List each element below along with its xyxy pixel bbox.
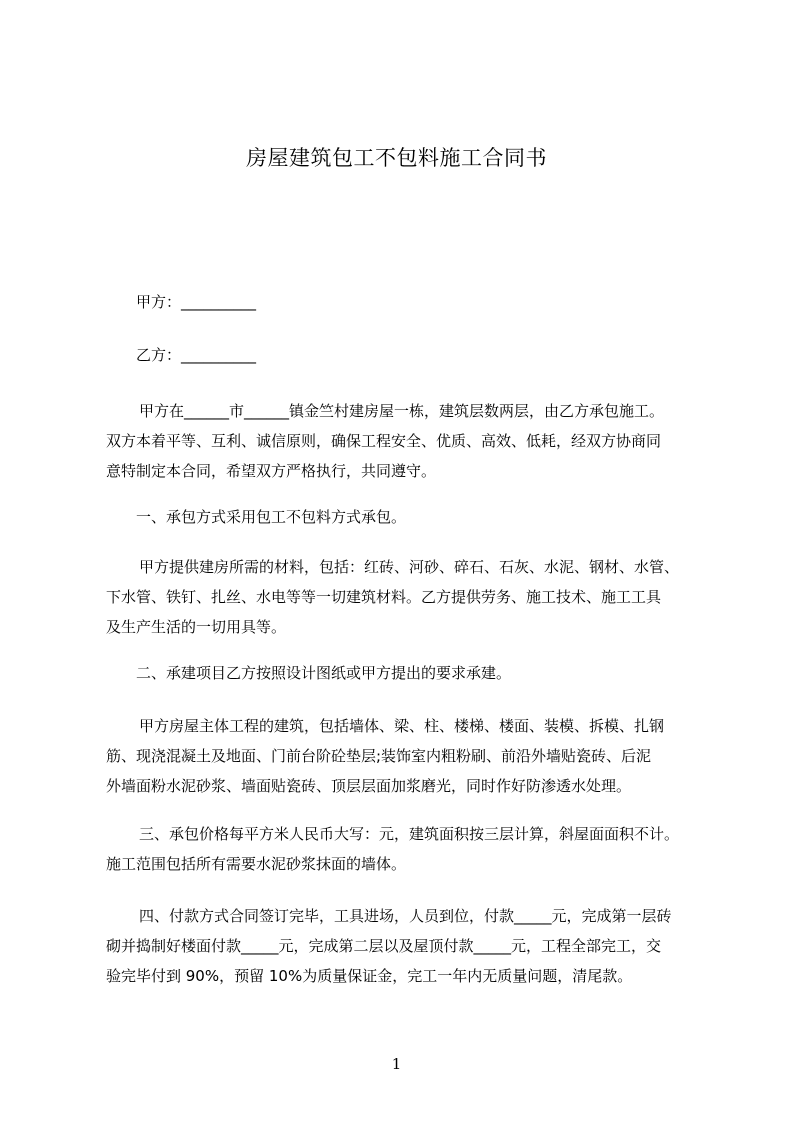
party-a-line: 甲方：__________ xyxy=(136,293,257,311)
section1-line: 及生产生活的一切用具等。 xyxy=(106,618,287,636)
intro-line: 双方本着平等、互利、诚信原则，确保工程安全、优质、高效、低耗，经双方协商同 xyxy=(106,432,662,450)
intro-line: 甲方在______市______镇金竺村建房屋一栋，建筑层数两层，由乙方承包施工。 xyxy=(139,402,665,420)
section3-paragraph xyxy=(106,819,710,879)
section1-heading: 一、承包方式采用包工不包料方式承包。 xyxy=(136,508,407,526)
section1-line: 甲方提供建房所需的材料，包括：红砖、河砂、碎石、石灰、水泥、钢材、水管、 xyxy=(139,558,680,576)
section1-body xyxy=(106,552,710,642)
page-number: 1 xyxy=(391,1055,402,1073)
section1-line: 下水管、铁钉、扎丝、水电等等一切建筑材料。乙方提供劳务、施工技术、施工工具 xyxy=(106,588,662,606)
section2-line: 筋、现浇混凝土及地面、门前台阶砼垫层;装饰室内粗粉刷、前沿外墙贴瓷砖、后泥 xyxy=(106,747,652,765)
document-title: 房屋建筑包工不包料施工合同书 xyxy=(246,146,547,170)
section4-paragraph xyxy=(106,901,710,991)
section2-line: 甲方房屋主体工程的建筑，包括墙体、梁、柱、楼梯、楼面、装模、拆模、扎钢 xyxy=(139,717,665,735)
section4-line: 四、付款方式合同签订完毕，工具进场，人员到位，付款_____元，完成第一层砖 xyxy=(139,907,672,925)
section4-line: 砌并捣制好楼面付款_____元，完成第二层以及屋顶付款_____元，工程全部完工，交 xyxy=(106,937,662,955)
section3-line: 三、承包价格每平方米人民币大写：元，建筑面积按三层计算，斜屋面面积不计。 xyxy=(139,825,680,843)
section2-line: 外墙面粉水泥砂浆、墙面贴瓷砖、顶层层面加浆磨光，同时作好防渗透水处理。 xyxy=(106,777,632,795)
section3-line: 施工范围包括所有需要水泥砂浆抹面的墙体。 xyxy=(106,855,407,873)
section2-heading: 二、承建项目乙方按照设计图纸或甲方提出的要求承建。 xyxy=(136,664,512,682)
intro-paragraph xyxy=(106,396,710,486)
party-b-line: 乙方：__________ xyxy=(136,346,257,364)
section4-line: 验完毕付到 90%，预留 10%为质量保证金，完工一年内无质量问题，清尾款。 xyxy=(106,967,633,985)
section2-body xyxy=(106,711,710,801)
intro-line: 意特制定本合同，希望双方严格执行，共同遵守。 xyxy=(106,462,437,480)
